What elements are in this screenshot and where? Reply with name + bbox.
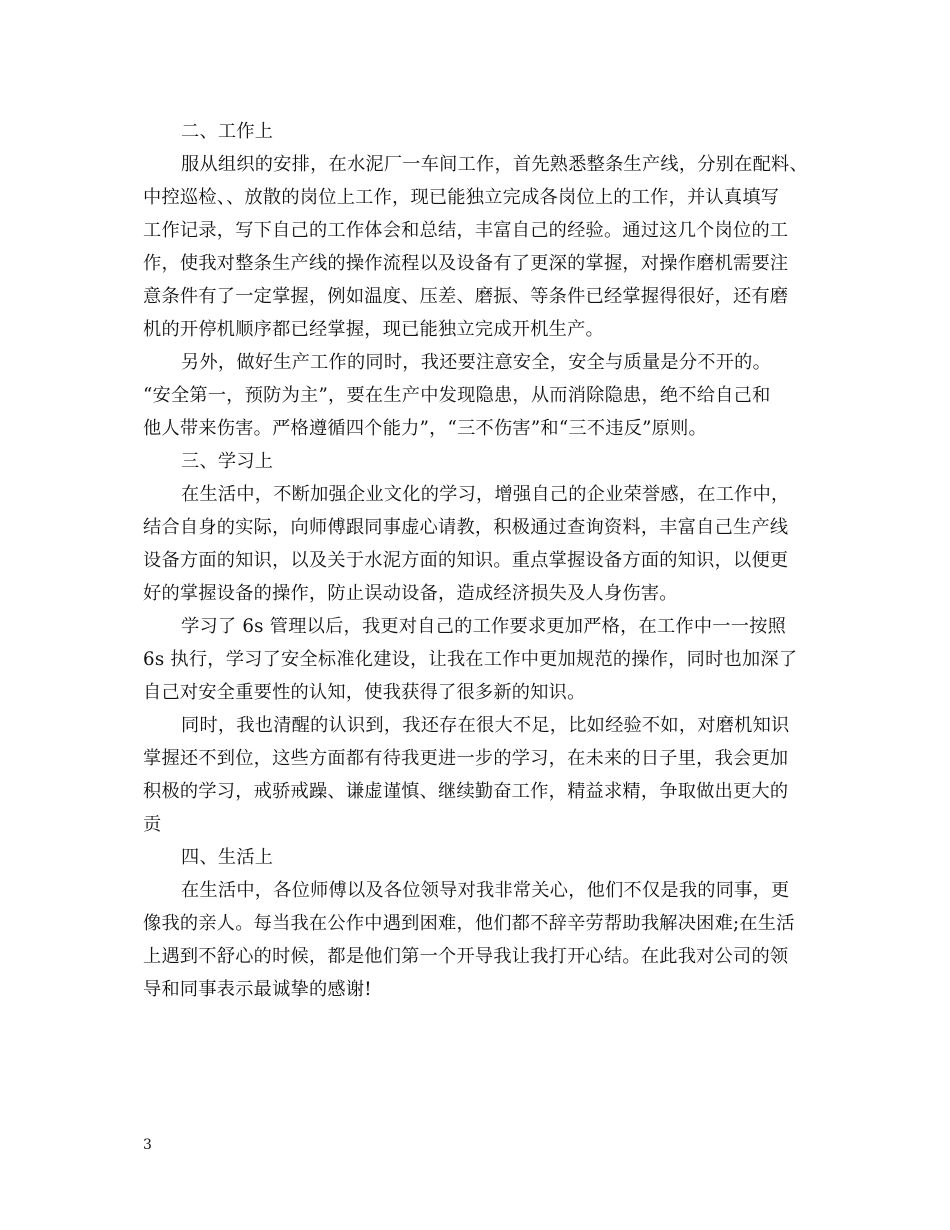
paragraph-line: 在生活中，各位师傅以及各位领导对我非常关心，他们不仅是我的同事，更 bbox=[181, 880, 790, 901]
heading-study: 三、学习上 bbox=[181, 451, 274, 472]
paragraph-line: 掌握还不到位，这些方面都有待我更进一步的学习，在未来的日子里，我会更加 bbox=[143, 748, 789, 769]
paragraph-line: 同时，我也清醒的认识到，我还存在很大不足，比如经验不如，对磨机知识 bbox=[181, 715, 790, 736]
paragraph-line: 作，使我对整条生产线的操作流程以及设备有了更深的掌握，对操作磨机需要注 bbox=[143, 253, 789, 274]
paragraph-line: 好的掌握设备的操作，防止误动设备，造成经济损失及人身伤害。 bbox=[143, 583, 678, 604]
heading-life: 四、生活上 bbox=[181, 847, 274, 868]
paragraph-line: 在生活中，不断加强企业文化的学习，增强自己的企业荣誉感，在工作中， bbox=[181, 484, 790, 505]
paragraph-line: 像我的亲人。每当我在公作中遇到困难，他们都不辞辛劳帮助我解决困难;在生活 bbox=[143, 913, 795, 934]
paragraph-line: 他人带来伤害。严格遵循四个能力”，“三不伤害”和“三不违反”原则。 bbox=[143, 418, 707, 439]
paragraph-line: 意条件有了一定掌握，例如温度、压差、磨振、等条件已经掌握得很好，还有磨 bbox=[143, 286, 789, 307]
paragraph-line: 贡 bbox=[143, 814, 162, 835]
heading-work: 二、工作上 bbox=[181, 121, 274, 142]
page-number: 3 bbox=[143, 1137, 152, 1153]
paragraph-line: 自己对安全重要性的认知，使我获得了很多新的知识。 bbox=[143, 682, 586, 703]
paragraph-line: 导和同事表示最诚挚的感谢! bbox=[143, 979, 372, 1000]
paragraph-line: 工作记录，写下自己的工作体会和总结，丰富自己的经验。通过这几个岗位的工 bbox=[143, 220, 789, 241]
paragraph-line: 积极的学习，戒骄戒躁、谦虚谨慎、继续勤奋工作，精益求精，争取做出更大的 bbox=[143, 781, 789, 802]
paragraph-line: 设备方面的知识，以及关于水泥方面的知识。重点掌握设备方面的知识，以便更 bbox=[143, 550, 789, 571]
paragraph-line: 学习了 6s 管理以后，我更对自己的工作要求更加严格，在工作中一一按照 bbox=[181, 616, 787, 637]
paragraph-line: 另外，做好生产工作的同时，我还要注意安全，安全与质量是分不开的。 bbox=[181, 352, 772, 373]
paragraph-line: 6s 执行，学习了安全标准化建设，让我在工作中更加规范的操作，同时也加深了 bbox=[143, 649, 798, 670]
paragraph-line: “安全第一，预防为主”，要在生产中发现隐患，从而消除隐患，绝不给自己和 bbox=[143, 385, 771, 406]
paragraph-line: 服从组织的安排，在水泥厂一车间工作，首先熟悉整条生产线，分别在配料、 bbox=[181, 154, 808, 175]
paragraph-line: 机的开停机顺序都已经掌握，现已能独立完成开机生产。 bbox=[143, 319, 604, 340]
paragraph-line: 上遇到不舒心的时候，都是他们第一个开导我让我打开心结。在此我对公司的领 bbox=[143, 946, 789, 967]
paragraph-line: 中控巡检、、放散的岗位上工作，现已能独立完成各岗位上的工作，并认真填写 bbox=[143, 187, 780, 208]
paragraph-line: 结合自身的实际，向师傅跟同事虚心请教，积极通过查询资料，丰富自己生产线 bbox=[143, 517, 789, 538]
